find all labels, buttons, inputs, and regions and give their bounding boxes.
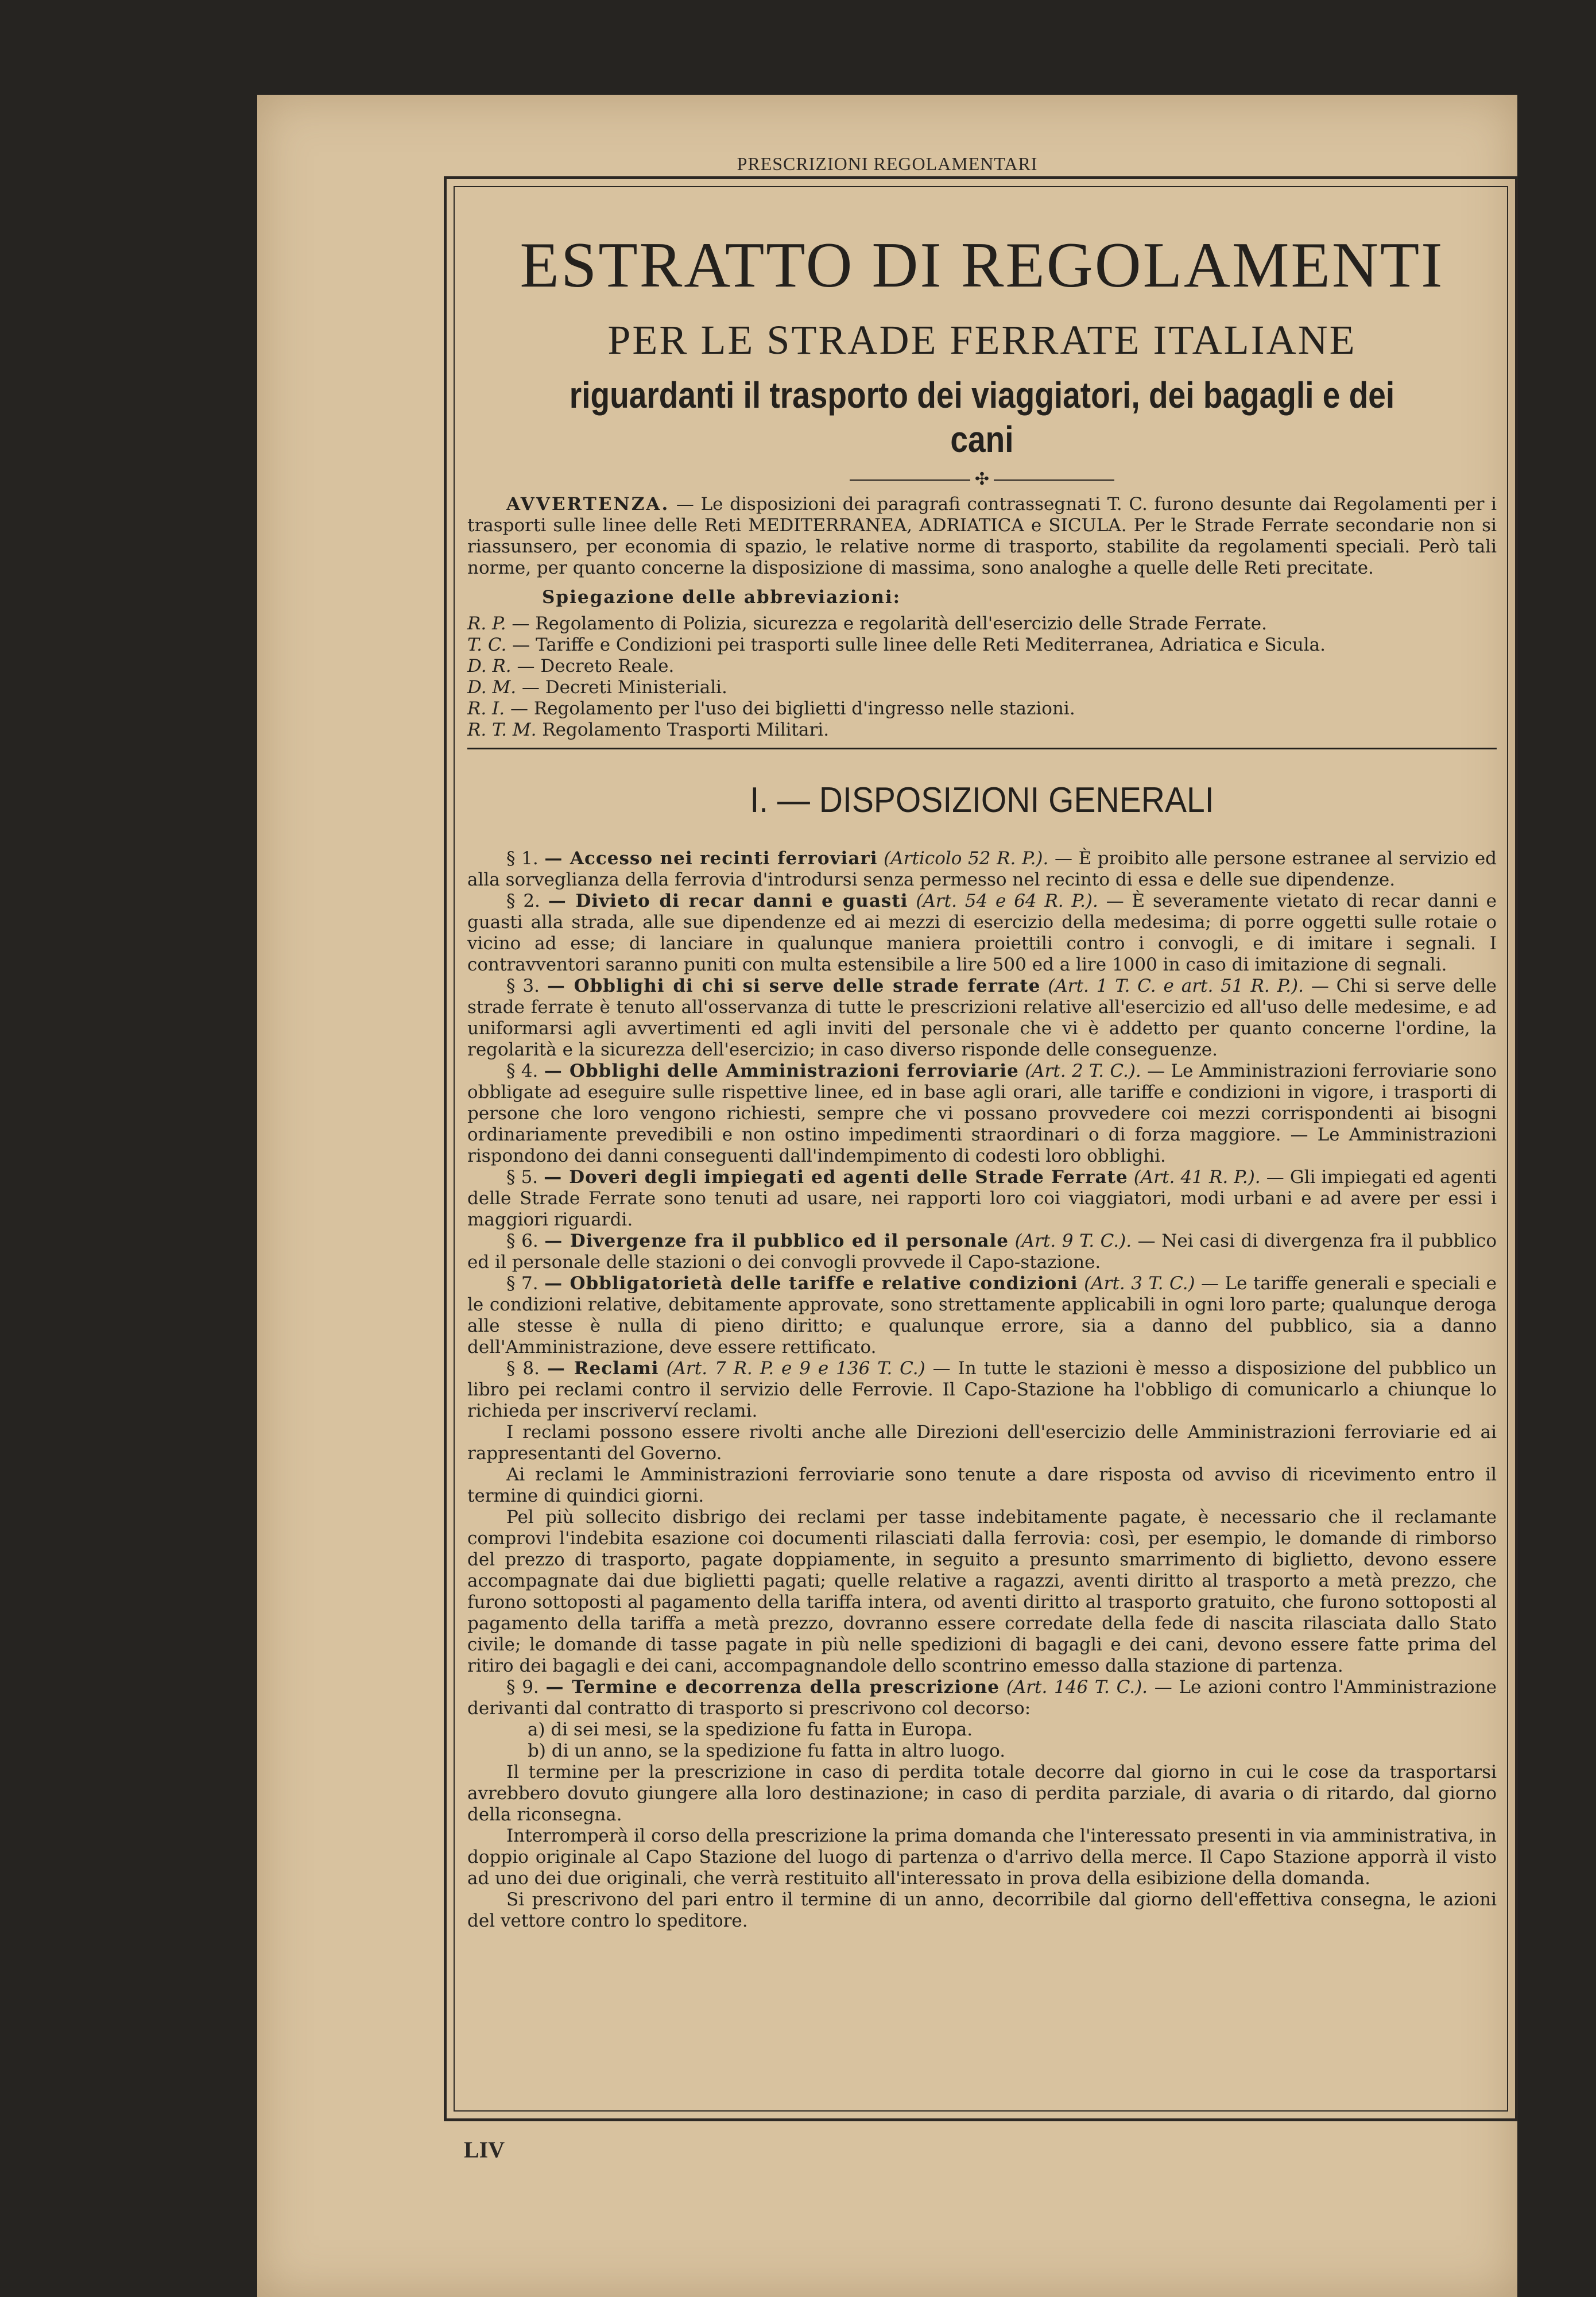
- closing-paragraph: Interromperà il corso della prescrizione la prima domanda che l'interessato presenti in via amministrativa, in doppio originale al Capo Stazione del luogo di partenza o d'arrivo della merce. Il Capo Stazione apporrà il visto ad uno dei due originali, che verrà restituito all'interessato in prova della esibizione della domanda.: [467, 1825, 1497, 1889]
- abbreviation-row: [467, 635, 1497, 656]
- paragraph-ref: (Art. 1 T. C. e art. 51 R. P.).: [1048, 975, 1304, 996]
- paragraph-2: § 2. — Divieto di recar danni e guasti (Art. 54 e 64 R. P.). — È severamente vietato di recar danni e guasti alla strada, alle sue dipendenze ed ai mezzi di esercizio della medesima; di porre oggetti sulle rotaie o vicino ad esse; di lanciare in qualunque maniera proiettili contro i convogli, e di imitare i segnali. I contravventori saranno puniti con multa estensibile a lire 500 ed a lire 1000 in caso di imitazione di segnali.: [467, 890, 1497, 975]
- paragraph-6: § 6. — Divergenze fra il pubblico ed il personale (Art. 9 T. C.). — Nei casi di divergenza fra il pubblico ed il personale delle stazioni o dei convogli provvede il Capo-stazione.: [467, 1230, 1497, 1273]
- abbr-code: R. T. M.: [467, 719, 537, 740]
- paragraph-ref: (Art. 7 R. P. e 9 e 136 T. C.): [666, 1358, 925, 1379]
- paragraph-ref: (Articolo 52 R. P.).: [884, 848, 1049, 869]
- abbr-code: D. R.: [467, 655, 512, 676]
- paragraph-1: § 1. — Accesso nei recinti ferroviari (Articolo 52 R. P.). — È proibito alle persone estranee al servizio ed alla sorveglianza della ferrovia d'introdursi senza permesso nel recinto di essa e delle sue dipendenze.: [467, 848, 1497, 890]
- abbr-code: R. I.: [467, 698, 505, 719]
- paragraph-heading: — Obblighi delle Amministrazioni ferroviarie: [544, 1060, 1019, 1081]
- abbr-text: — Regolamento di Polizia, sicurezza e regolarità dell'esercizio delle Strade Ferrate.: [512, 613, 1267, 634]
- continuation-paragraph: Ai reclami le Amministrazioni ferroviarie sono tenute a dare risposta od avviso di ricevimento entro il termine di quindici giorni.: [467, 1464, 1497, 1506]
- running-head: PRESCRIZIONI REGOLAMENTARI: [737, 153, 1038, 174]
- paragraph-9: § 9. — Termine e decorrenza della prescrizione (Art. 146 T. C.). — Le azioni contro l'Amministrazione derivanti dal contratto di trasporto si prescrivono col decorso:: [467, 1676, 1497, 1719]
- section-title: I. — DISPOSIZIONI GENERALI: [750, 780, 1214, 820]
- abbr-text: — Decreto Reale.: [517, 655, 675, 676]
- paragraph-ref: (Art. 41 R. P.).: [1133, 1166, 1261, 1188]
- paragraph-heading: — Divieto di recar danni e guasti: [548, 890, 908, 911]
- content-frame: [444, 176, 1518, 2121]
- inner-frame: [454, 186, 1508, 2112]
- abbreviation-row: [467, 720, 1497, 741]
- paragraph-heading: — Termine e decorrenza della prescrizione: [545, 1676, 1000, 1697]
- paragraph-3: § 3. — Obblighi di chi si serve delle strade ferrate (Art. 1 T. C. e art. 51 R. P.). — Chi si serve delle strade ferrate è tenuto all'osservanza di tutte le prescrizioni relative all'esercizio ed all'uso delle medesime, e ad uniformarsi agli avvertimenti ed agli inviti del personale che vi è addetto per quanto concerne l'ordine, la regolarità e la sicurezza dell'esercizio; in caso diverso risponde delle conseguenze.: [467, 975, 1497, 1060]
- page-number: LIV: [464, 2137, 505, 2163]
- section-rule: [467, 748, 1497, 749]
- page-title: ESTRATTO DI REGOLAMENTI: [520, 230, 1444, 301]
- abbr-text: — Decreti Ministeriali.: [521, 676, 727, 698]
- paragraph-heading: — Accesso nei recinti ferroviari: [544, 848, 878, 869]
- paragraph-heading: — Obbligatorietà delle tariffe e relative condizioni: [544, 1273, 1078, 1294]
- paragraph-heading: — Reclami: [547, 1358, 659, 1379]
- page-content: [467, 187, 1497, 1932]
- paragraph-5: § 5. — Doveri degli impiegati ed agenti delle Strade Ferrate (Art. 41 R. P.). — Gli impiegati ed agenti delle Strade Ferrate sono tenuti ad usare, nei rapporti loro coi viaggiatori, modi urbani e ad avere per essi i maggiori riguardi.: [467, 1166, 1497, 1230]
- continuation-paragraph: I reclami possono essere rivolti anche alle Direzioni dell'esercizio delle Amministrazioni ferroviarie ed ai rappresentanti del Governo.: [467, 1421, 1497, 1464]
- paragraph-ref: (Art. 9 T. C.).: [1014, 1230, 1132, 1251]
- abbr-text: Regolamento Trasporti Militari.: [542, 719, 830, 740]
- warning-paragraph: [467, 494, 1497, 579]
- abbreviation-row: [467, 698, 1497, 720]
- paragraph-ref: (Art. 3 T. C.): [1084, 1273, 1195, 1294]
- abbreviation-row: [467, 677, 1497, 698]
- subtitle-transport: riguardanti il trasporto dei viaggiatori, dei bagagli e dei cani: [569, 374, 1395, 460]
- paragraph-8: § 8. — Reclami (Art. 7 R. P. e 9 e 136 T. C.) — In tutte le stazioni è messo a disposizione del pubblico un libro pei reclami contro il servizio delle Ferrovie. Il Capo-Stazione ha l'obbligo di comunicarlo a chiunque lo richieda per inscriverví reclami.: [467, 1358, 1497, 1421]
- paragraph-ref: (Art. 2 T. C.).: [1025, 1060, 1141, 1081]
- abbreviation-row: [467, 656, 1497, 677]
- abbr-text: — Regolamento per l'uso dei biglietti d'ingresso nelle stazioni.: [510, 698, 1075, 719]
- paragraph-ref: (Art. 146 T. C.).: [1006, 1676, 1148, 1697]
- paragraph-heading: — Doveri degli impiegati ed agenti delle Strade Ferrate: [544, 1166, 1128, 1188]
- abbr-code: D. M.: [467, 676, 517, 698]
- paragraph-heading: — Obblighi di chi si serve delle strade ferrate: [547, 975, 1041, 996]
- abbreviation-row: [467, 613, 1497, 635]
- list-item: a) di sei mesi, se la spedizione fu fatta in Europa.: [528, 1719, 973, 1740]
- paragraph-ref: (Art. 54 e 64 R. P.).: [916, 890, 1098, 911]
- continuation-paragraph: Pel più sollecito disbrigo dei reclami per tasse indebitamente pagate, è necessario che il reclamante comprovi l'indebita esazione coi documenti rilasciati dalla ferrovia: così, per esempio, le domande di rimborso del prezzo di trasporto, pagate doppiamente, in seguito a presunto smarrimento di biglietto, devono essere accompagnate dai due biglietti pagati; quelle relative a ragazzi, aventi diritto al trasporto a metà prezzo, che furono sottoposti al pagamento della tariffa intera, od aventi diritto al trasporto gratuito, che furono sottoposti al pagamento della tariffa a metà prezzo, dovranno essere corredate della fede di nascita rilasciata dallo Stato civile; le domande di tasse pagate in più nelle spedizioni di bagagli e dei cani, devono essere fatte prima del ritiro dei bagagli e dei cani, accompagnandole dello scontrino emesso dalla stazione di partenza.: [467, 1506, 1497, 1676]
- book-page: [257, 95, 1517, 2297]
- warning-label: AVVERTENZA.: [506, 493, 670, 515]
- abbr-code: T. C.: [467, 634, 507, 655]
- paragraph-heading: — Divergenze fra il pubblico ed il personale: [544, 1230, 1009, 1251]
- abbr-code: R. P.: [467, 613, 506, 634]
- closing-paragraph: Il termine per la prescrizione in caso di perdita totale decorre dal giorno in cui le cose da trasportarsi avrebbero dovuto giungere alla loro destinazione; in caso di perdita parziale, di avaria o di ritardo, dal giorno della riconsegna.: [467, 1761, 1497, 1825]
- closing-paragraph: Si prescrivono del pari entro il termine di un anno, decorribile dal giorno dell'effettiva consegna, le azioni del vettore contro lo speditore.: [467, 1889, 1497, 1931]
- warning-text: — Le disposizioni dei paragrafi contrassegnati T. C. furono desunte dai Regolamenti per i trasporti sulle linee delle Reti MEDITERRANEA, ADRIATICA e SICULA. Per le Strade Ferrate secondarie non si riassunsero, per economia di spazio, le relative norme di trasporto, stabilite da regolamenti speciali. Però tali norme, per quanto concerne la disposizione di massima, sono analoghe a quelle delle Reti precitate.: [467, 493, 1497, 578]
- abbr-text: — Tariffe e Condizioni pei trasporti sulle linee delle Reti Mediterranea, Adriatica e Sicula.: [512, 634, 1326, 655]
- paragraph-4: § 4. — Obblighi delle Amministrazioni ferroviarie (Art. 2 T. C.). — Le Amministrazioni ferroviarie sono obbligate ad eseguire sulle rispettive linee, ed in base agli orari, alle tariffe e condizioni in vigore, i trasporti di persone che loro vengono richiesti, sempre che vi possano provvedere coi mezzi corrispondenti ai bisogni ordinariamente prevedibili e non ostino impedimenti straordinari o di forza maggiore. — Le Amministrazioni rispondono dei danni conseguenti dall'indempimento di codesti loro obblighi.: [467, 1060, 1497, 1166]
- subtitle-railways: PER LE STRADE FERRATE ITALIANE: [607, 317, 1357, 363]
- ornament-divider: ✣: [467, 471, 1497, 488]
- list-item: b) di un anno, se la spedizione fu fatta in altro luogo.: [528, 1740, 1006, 1761]
- abbreviations-title: Spiegazione delle abbreviazioni:: [542, 586, 901, 608]
- paragraph-7: § 7. — Obbligatorietà delle tariffe e relative condizioni (Art. 3 T. C.) — Le tariffe generali e speciali e le condizioni relative, debitamente approvate, sono strettamente applicabili in ogni loro parte; qualunque deroga alle stesse è nulla di pieno diritto; e qualunque errore, sia a danno del pubblico, sia a danno dell'Amministrazione, deve essere rettificato.: [467, 1273, 1497, 1358]
